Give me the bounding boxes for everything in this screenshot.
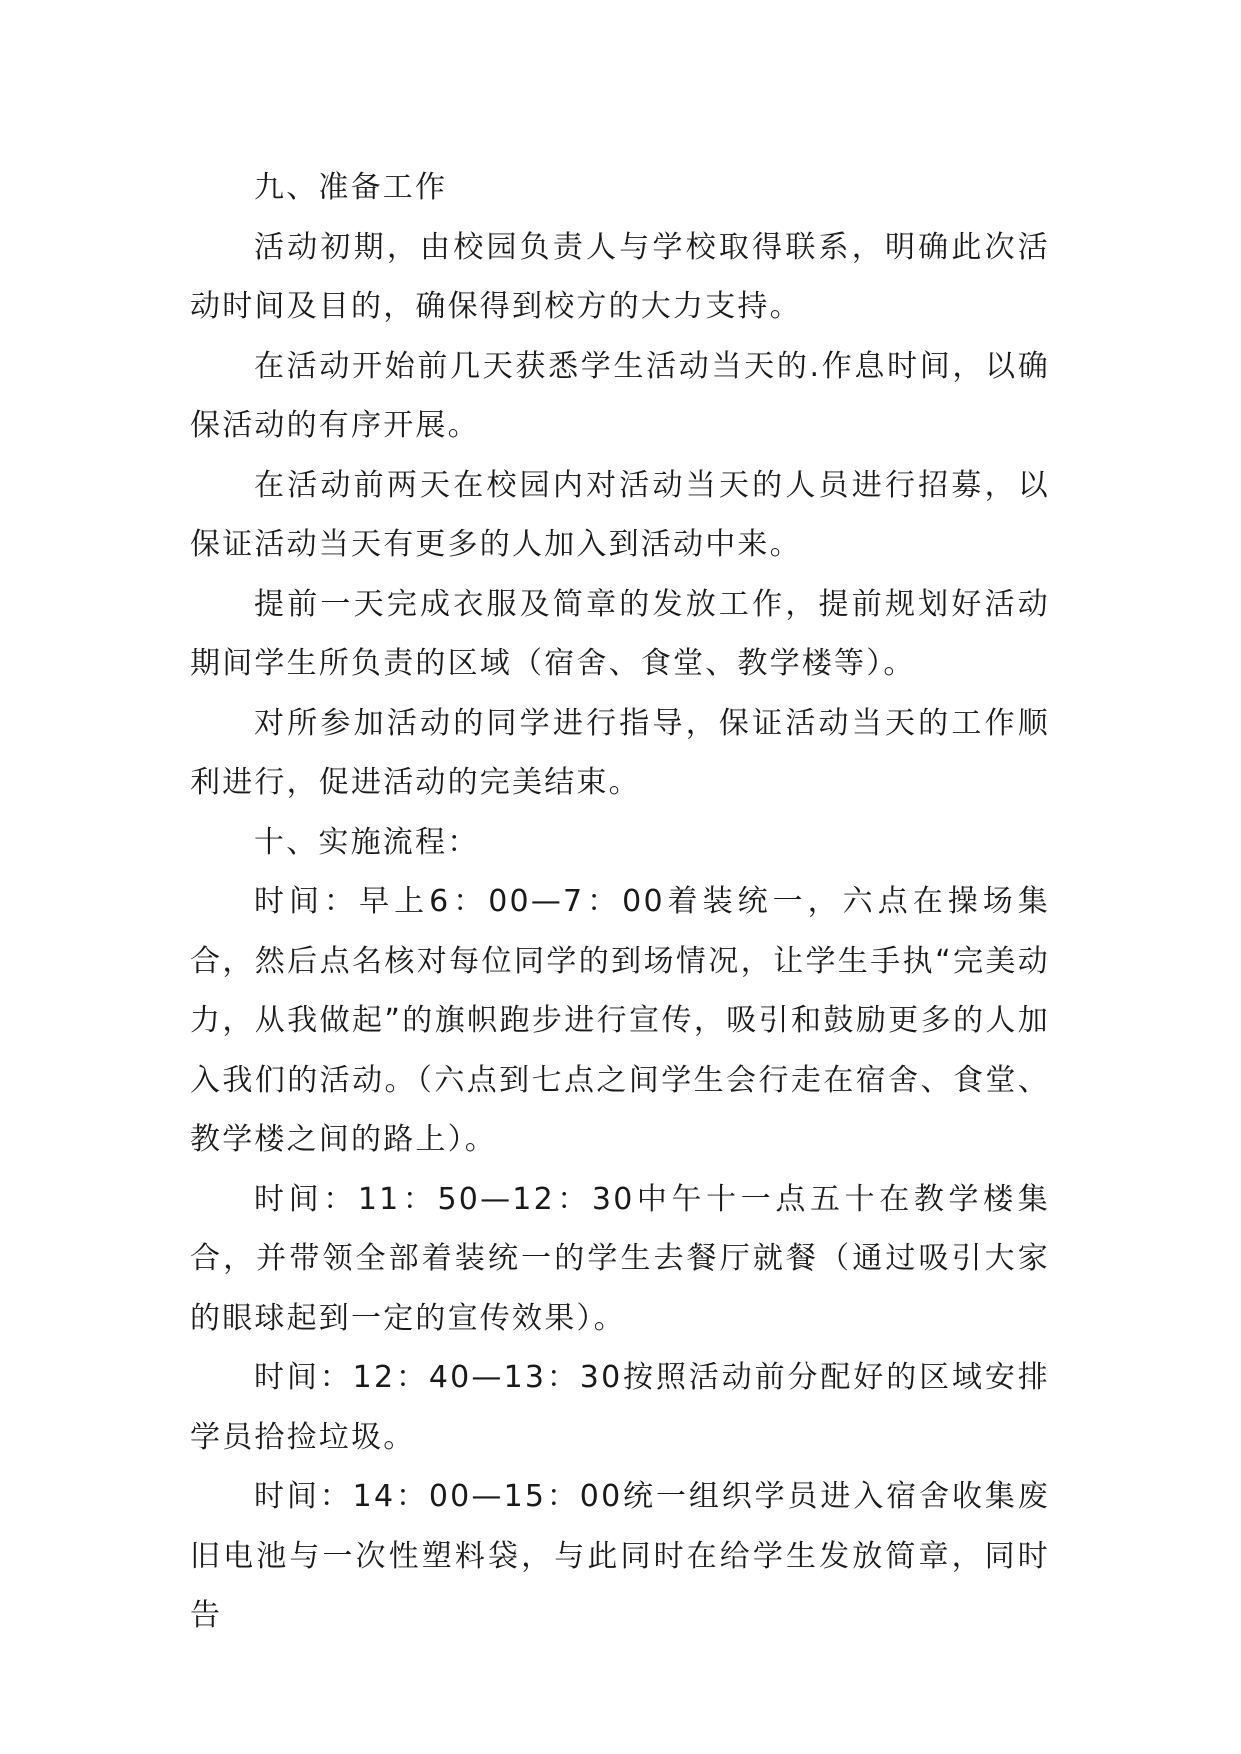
section-heading-implementation: 十、实施流程： [254, 824, 480, 860]
paragraph-recruitment: 在活动前两天在校园内对活动当天的人员进行招募，以保证活动当天有更多的人加入到活动中来。 [190, 467, 1050, 562]
paragraph-distribution: 提前一天完成衣服及简章的发放工作，提前规划好活动期间学生所负责的区域（宿舍、食堂、教学楼等）。 [190, 586, 1050, 681]
paragraph-contact-school: 活动初期，由校园负责人与学校取得联系，明确此次活动时间及目的，确保得到校方的大力支持。 [190, 229, 1050, 324]
paragraph-noon-schedule: 时间：11：50—12：30中午十一点五十在教学楼集合，并带领全部着装统一的学生去餐厅就餐（通过吸引大家的眼球起到一定的宣传效果）。 [190, 1181, 1050, 1336]
paragraph-afternoon-schedule: 时间：14：00—15：00统一组织学员进入宿舍收集废旧电池与一次性塑料袋，与此同时在给学生发放简章，同时告 [190, 1479, 1050, 1633]
paragraph-guidance: 对所参加活动的同学进行指导，保证活动当天的工作顺利进行，促进活动的完美结束。 [190, 705, 1050, 800]
section-heading-preparation: 九、准备工作 [254, 170, 448, 205]
paragraph-cleanup-schedule: 时间：12：40—13：30按照活动前分配好的区域安排学员拾捡垃圾。 [190, 1360, 1050, 1455]
paragraph-schedule-info: 在活动开始前几天获悉学生活动当天的.作息时间，以确保活动的有序开展。 [190, 348, 1050, 443]
paragraph-morning-schedule: 时间：早上6：00—7：00着装统一，六点在操场集合，然后点名核对每位同学的到场情况，让学生手执“完美动力，从我做起”的旗帜跑步进行宣传，吸引和鼓励更多的人加入我们的活动。（六点到七点之间学生会行走在宿舍、食堂、教学楼之间的路上）。 [190, 884, 1050, 1157]
document-body [190, 158, 1050, 1646]
